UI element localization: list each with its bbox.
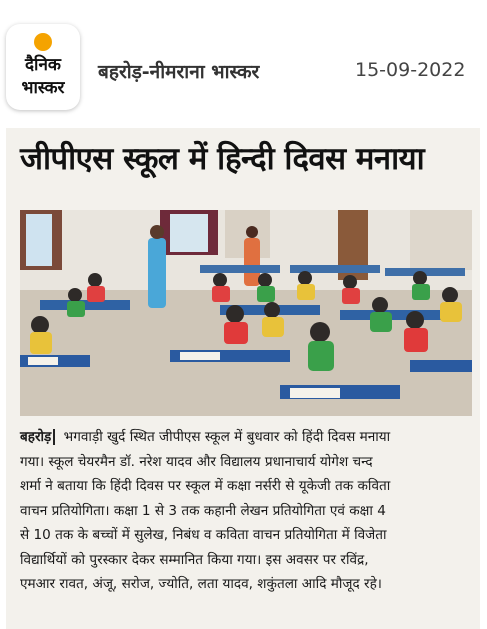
news-clipping [6,128,480,629]
article-dateline: बहरोड़ [20,429,55,445]
article-line-7: एमआर रावत, अंजू, सरोज, ज्योति, लता यादव, शकुंतला आदि मौजूद रहे। [20,576,382,592]
article-line-6: विद्यार्थियों को पुरस्कार देकर सम्मानित किया गया। इस अवसर पर रविंद्र, [20,551,369,568]
logo-text-dainik: दैनिक [25,55,61,75]
edition-title: बहरोड़-नीमराना भास्कर [98,61,260,83]
article-body [20,425,472,597]
app-header [0,0,487,128]
article-line-5: से 10 तक के बच्चों में सुलेख, निबंध व कविता वाचन प्रतियोगिता में विजेता [20,527,387,543]
logo-text-bhaskar: भास्कर [21,78,65,98]
article-headline: जीपीएस स्कूल में हिन्दी दिवस मनाया [20,141,425,177]
dainik-bhaskar-logo[interactable] [6,24,80,110]
article-line-4: वाचन प्रतियोगिता। कक्षा 1 से 3 तक कहानी लेखन प्रतियोगिता एवं कक्षा 4 [20,502,386,519]
article-line-3: शर्मा ने बताया कि हिंदी दिवस पर स्कूल में कक्षा नर्सरी से यूकेजी तक कविता [20,478,391,494]
article-line-1: बहरोड़ भगवाड़ी खुर्द स्थित जीपीएस स्कूल में बुधवार को हिंदी दिवस मनाया [20,429,391,445]
publication-date: 15-09-2022 [355,59,466,81]
article-line-2: गया। स्कूल चेयरमैन डॉ. नरेश यादव और विद्यालय प्रधानाचार्य योगेश चन्द [20,453,373,470]
sun-icon [34,33,52,51]
classroom-photo [20,210,472,416]
